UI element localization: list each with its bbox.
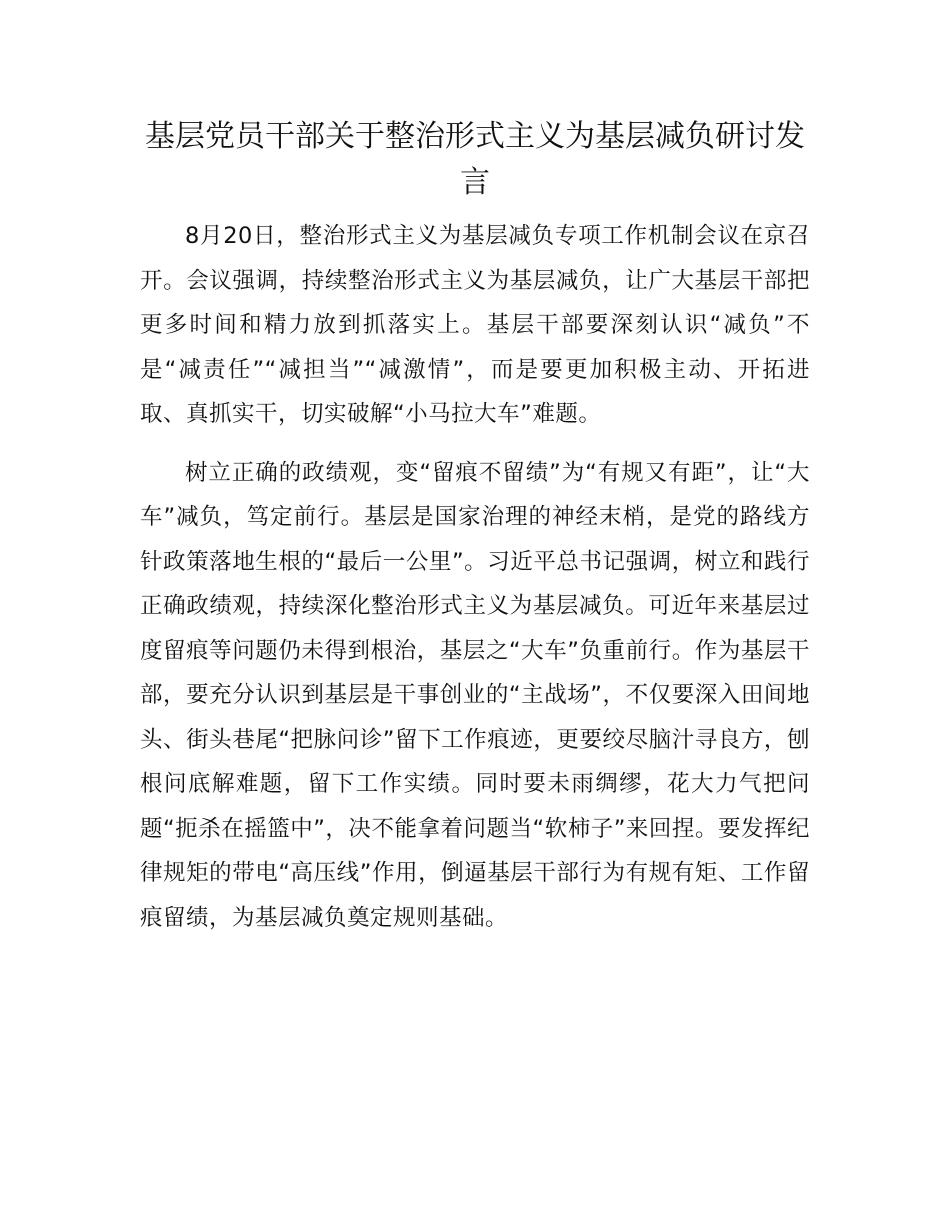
document-body [140, 214, 810, 940]
paragraph-1: 8月20日，整治形式主义为基层减负专项工作机制会议在京召开。会议强调，持续整治形式主义为基层减负，让广大基层干部把更多时间和精力放到抓落实上。基层干部要深刻认识“减负”不是“减责任”“减担当”“减激情”，而是要更加积极主动、开拓进取、真抓实干，切实破解“小马拉大车”难题。 [140, 223, 810, 427]
paragraph-2: 树立正确的政绩观，变“留痕不留绩”为“有规又有距”，让“大车”减负，笃定前行。基层是国家治理的神经末梢，是党的路线方针政策落地生根的“最后一公里”。习近平总书记强调，树立和践行正确政绩观，持续深化整治形式主义为基层减负。可近年来基层过度留痕等问题仍未得到根治，基层之“大车”负重前行。作为基层干部，要充分认识到基层是干事创业的“主战场”，不仅要深入田间地头、街头巷尾“把脉问诊”留下工作痕迹，更要绞尽脑汁寻良方，刨根问底解难题，留下工作实绩。同时要未雨绸缪，花大力气把问题“扼杀在摇篮中”，决不能拿着问题当“软柿子”来回捏。要发挥纪律规矩的带电“高压线”作用，倒逼基层干部行为有规有矩、工作留痕留绩，为基层减负奠定规则基础。 [140, 459, 810, 931]
document-title: 基层党员干部关于整治形式主义为基层减负研讨发言 [145, 119, 805, 200]
